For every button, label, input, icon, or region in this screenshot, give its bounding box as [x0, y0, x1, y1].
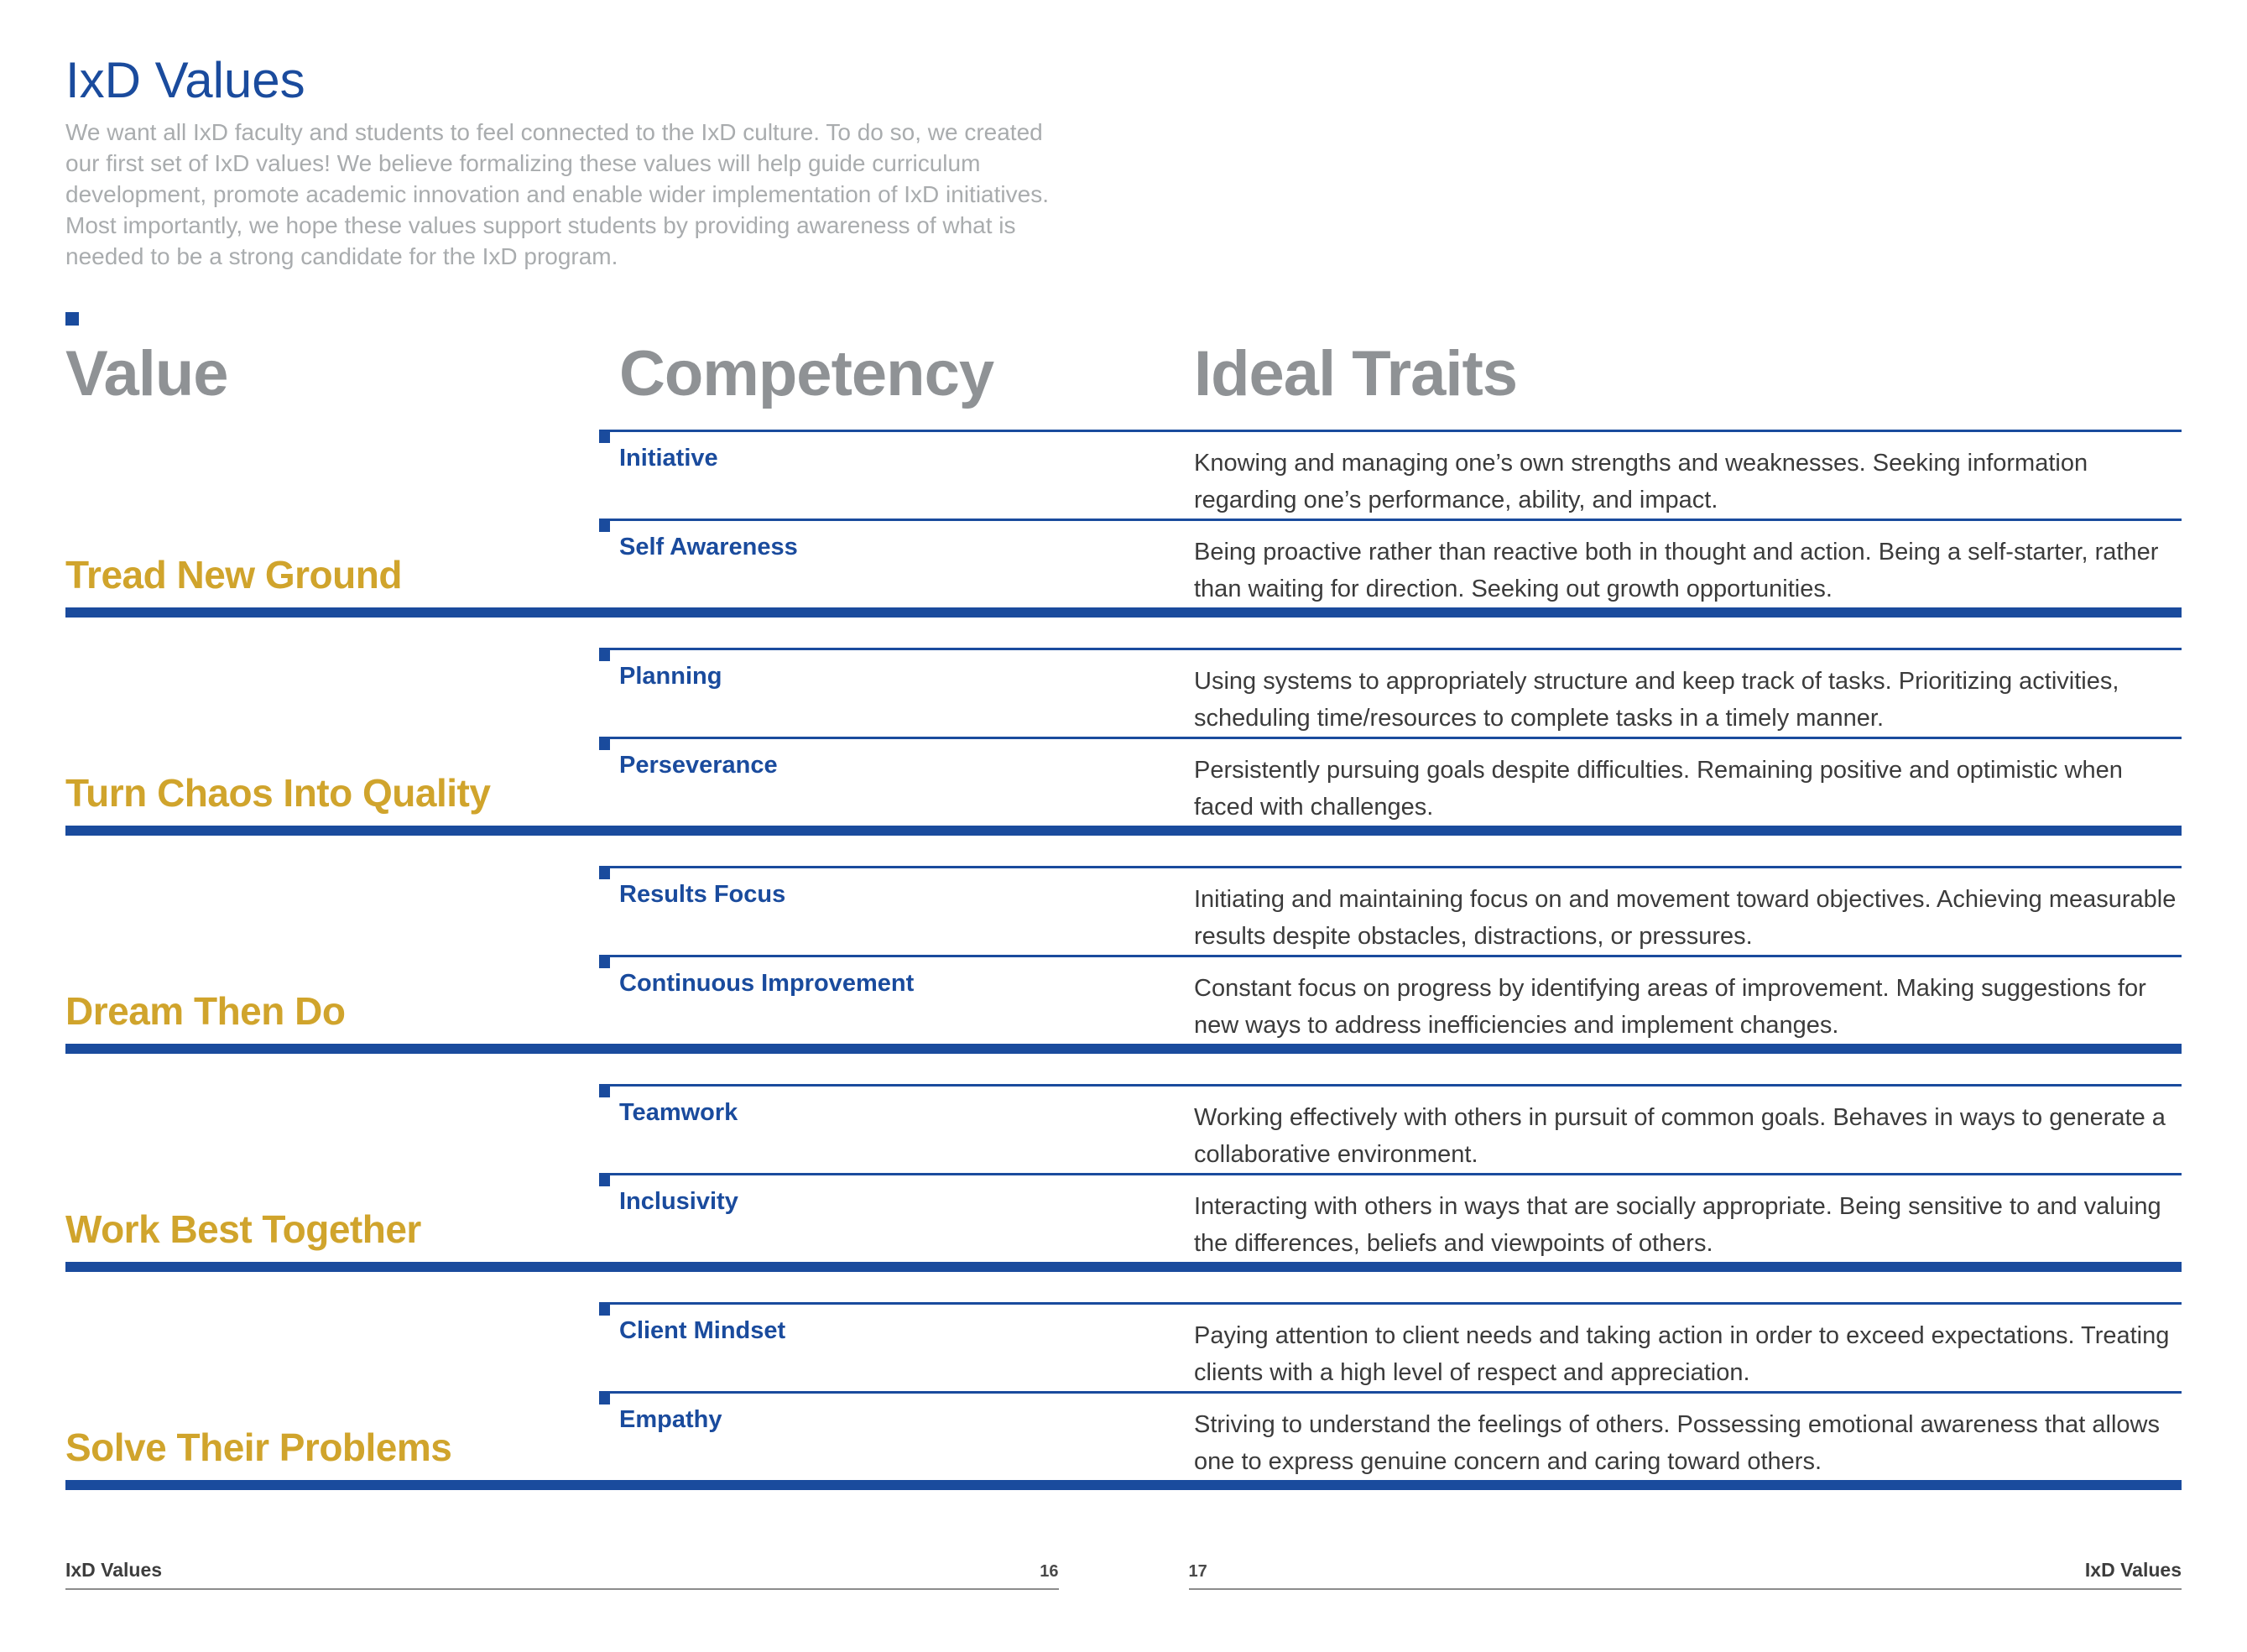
competency-label: Results Focus [619, 880, 786, 908]
competency-row [599, 1084, 2182, 1173]
blue-square-bullet-icon [599, 868, 610, 879]
values-table [65, 430, 2182, 1490]
page-footer [65, 1559, 2182, 1590]
trait-description: Being proactive rather than reactive both in thought and action. Being a self-starter, rather than waiting for direction. Seeking out growth opportunities. [1194, 538, 2159, 602]
table-header [65, 312, 2182, 408]
competency-row [599, 430, 2182, 519]
footer-left-page-number: 16 [1040, 1562, 1059, 1581]
trait-description: Striving to understand the feelings of others. Possessing emotional awareness that allows one to express genuine concern and caring toward others. [1194, 1410, 2160, 1475]
trait-description: Using systems to appropriately structure and keep track of tasks. Prioritizing activities, scheduling time/resources to complete tasks in a timely manner. [1194, 667, 2119, 732]
footer-right-label: IxD Values [2084, 1559, 2182, 1581]
competency-label: Inclusivity [619, 1187, 738, 1215]
blue-square-bullet-icon [599, 650, 610, 661]
page-title: IxD Values [65, 52, 305, 108]
competency-label: Client Mindset [619, 1316, 786, 1344]
competency-row [599, 955, 2182, 1044]
competency-label: Initiative [619, 444, 718, 472]
competency-label: Planning [619, 662, 722, 690]
blue-square-bullet-icon [599, 1305, 610, 1316]
footer-right-page [1189, 1559, 2182, 1590]
competency-label: Self Awareness [619, 533, 798, 560]
value-name: Solve Their Problems [65, 1425, 452, 1469]
intro-paragraph: We want all IxD faculty and students to feel connected to the IxD culture. To do so, we created our first set of IxD values! We believe formalizing these values will help guide curriculum development, promote academic innovation and enable wider implementation of IxD initiatives. Most importantly, we hope these values support students by providing awareness of what is needed to be a strong candidate for the IxD program. [65, 119, 1049, 269]
value-section-dream-then-do [65, 866, 2182, 1054]
competency-row [599, 1173, 2182, 1262]
competency-label: Teamwork [619, 1098, 738, 1126]
value-section-work-best-together [65, 1084, 2182, 1272]
column-header-value: Value [65, 338, 228, 409]
blue-square-bullet-icon [599, 521, 610, 532]
blue-square-bullet-icon [599, 739, 610, 750]
section-divider-bar [65, 1480, 2182, 1490]
competency-row [599, 519, 2182, 607]
footer-right-page-number: 17 [1188, 1562, 1207, 1581]
column-headers [65, 338, 2182, 409]
trait-description: Working effectively with others in pursuit of common goals. Behaves in ways to generate a collaborative environment. [1194, 1103, 2166, 1168]
blue-square-bullet-icon [599, 432, 610, 443]
trait-description: Constant focus on progress by identifying areas of improvement. Making suggestions for new ways to address inefficiencies and implement changes. [1194, 974, 2146, 1039]
footer-left-page [65, 1559, 1059, 1590]
competency-label: Empathy [619, 1405, 722, 1433]
blue-square-bullet-icon [599, 1175, 610, 1186]
competency-row [599, 737, 2182, 826]
value-section-solve-their-problems [65, 1302, 2182, 1490]
trait-description: Paying attention to client needs and taking action in order to exceed expectations. Treating clients with a high level of respect and appreciation. [1194, 1321, 2170, 1386]
value-name: Tread New Ground [65, 552, 402, 597]
blue-square-bullet-icon [599, 957, 610, 968]
competency-label: Perseverance [619, 751, 778, 779]
trait-description: Persistently pursuing goals despite difficulties. Remaining positive and optimistic when faced with challenges. [1194, 756, 2123, 821]
section-divider-bar [65, 1262, 2182, 1272]
value-section-tread-new-ground [65, 430, 2182, 618]
trait-description: Initiating and maintaining focus on and movement toward objectives. Achieving measurable results despite obstacles, distractions, or pressures. [1194, 885, 2177, 950]
competency-row [599, 866, 2182, 955]
trait-description: Interacting with others in ways that are socially appropriate. Being sensitive to and valuing the differences, beliefs and viewpoints of others. [1194, 1192, 2161, 1257]
section-divider-bar [65, 826, 2182, 836]
trait-description: Knowing and managing one’s own strengths and weaknesses. Seeking information regarding one’s performance, ability, and impact. [1194, 449, 2088, 513]
competency-row [599, 1302, 2182, 1391]
section-divider-bar [65, 607, 2182, 618]
page-header [65, 54, 2182, 272]
value-section-turn-chaos-into-quality [65, 648, 2182, 836]
value-name: Work Best Together [65, 1206, 421, 1251]
competency-row [599, 648, 2182, 737]
section-divider-bar [65, 1044, 2182, 1054]
column-header-competency: Competency [619, 338, 994, 409]
blue-square-bullet-icon [599, 1394, 610, 1404]
value-name: Turn Chaos Into Quality [65, 770, 491, 815]
competency-label: Continuous Improvement [619, 969, 915, 997]
competency-row [599, 1391, 2182, 1480]
blue-square-marker-icon [65, 312, 79, 326]
column-header-ideal-traits: Ideal Traits [1194, 338, 1518, 409]
footer-left-label: IxD Values [65, 1559, 163, 1581]
value-name: Dream Then Do [65, 988, 346, 1033]
blue-square-bullet-icon [599, 1087, 610, 1097]
